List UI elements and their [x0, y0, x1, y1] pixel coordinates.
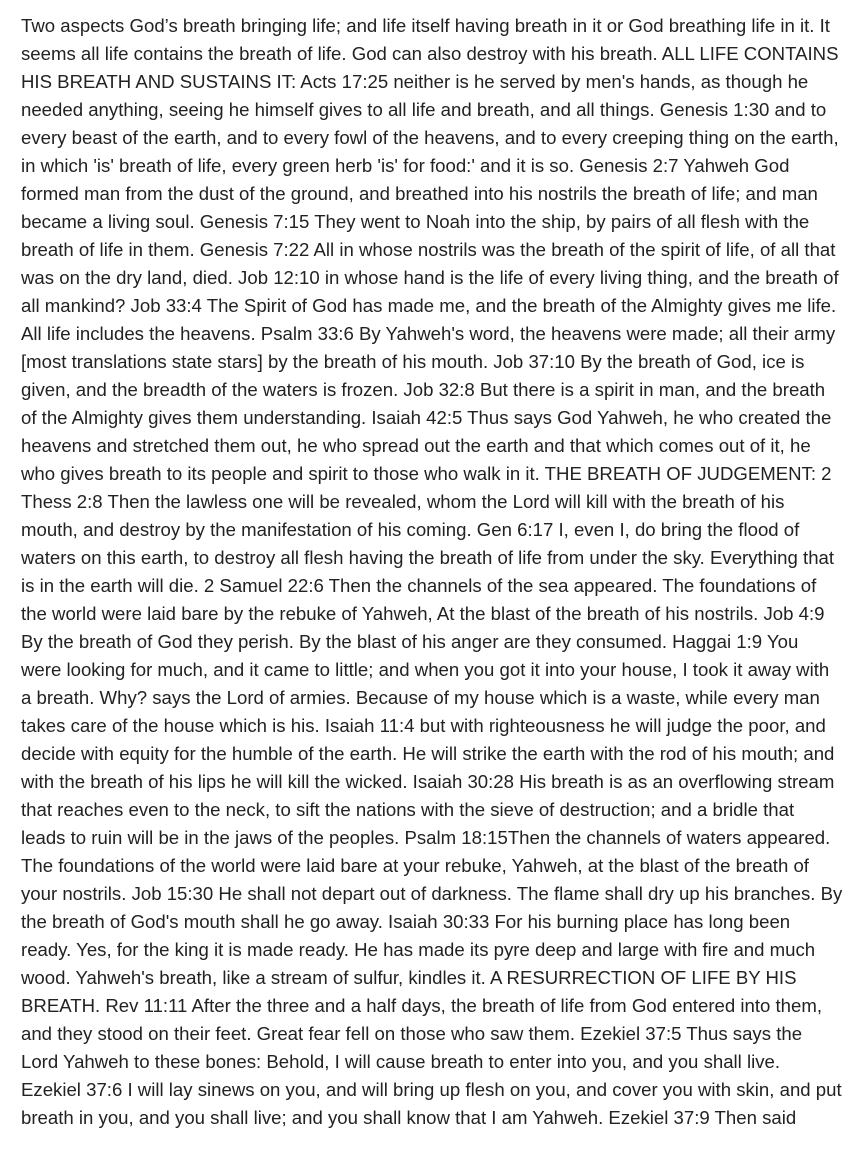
document-body-text: Two aspects God’s breath bringing life; and life itself having breath in it or God breathing life in it. It seems all life contains the breath of life. God can also destroy with his breath. ALL LIFE CONTAINS HIS BREATH AND SUSTAINS IT: Acts 17:25 neither is he served by men's hands, as though he needed anything, seeing he himself gives to all life and breath, and all things. Genesis 1:30 and to every beast of the earth, and to every fowl of the heavens, and to every creeping thing on the earth, in which 'is' breath of life, every green herb 'is' for food:' and it is so. Genesis 2:7 Yahweh God formed man from the dust of the ground, and breathed into his nostrils the breath of life; and man became a living soul. Genesis 7:15 They went to Noah into the ship, by pairs of all flesh with the breath of life in them. Genesis 7:22 All in whose nostrils was the breath of the spirit of life, of all that was on the dry land, died. Job 12:10 in whose hand is the life of every living thing, and the breath of all mankind? Job 33:4 The Spirit of God has made me, and the breath of the Almighty gives me life. All life includes the heavens. Psalm 33:6 By Yahweh's word, the heavens were made; all their army [most translations state stars] by the breath of his mouth. Job 37:10 By the breath of God, ice is given, and the breadth of the waters is frozen. Job 32:8 But there is a spirit in man, and the breath of the Almighty gives them understanding. Isaiah 42:5 Thus says God Yahweh, he who created the heavens and stretched them out, he who spread out the earth and that which comes out of it, he who gives breath to its people and spirit to those who walk in it. THE BREATH OF JUDGEMENT: 2 Thess 2:8 Then the lawless one will be revealed, whom the Lord will kill with the breath of his mouth, and destroy by the manifestation of his coming. Gen 6:17 I, even I, do bring the flood of waters on this earth, to destroy all flesh having the breath of life from under the sky. Everything that is in the earth will die. 2 Samuel 22:6 Then the channels of the sea appeared. The foundations of the world were laid bare by the rebuke of Yahweh, At the blast of the breath of his nostrils. Job 4:9 By the breath of God they perish. By the blast of his anger are they consumed. Haggai 1:9 You were looking for much, and it came to little; and when you got it into your house, I took it away with a breath. Why? says the Lord of armies. Because of my house which is a waste, while every man takes care of the house which is his. Isaiah 11:4 but with righteousness he will judge the poor, and decide with equity for the humble of the earth. He will strike the earth with the rod of his mouth; and with the breath of his lips he will kill the wicked. Isaiah 30:28 His breath is as an overflowing stream that reaches even to the neck, to sift the nations with the sieve of destruction; and a bridle that leads to ruin will be in the jaws of the peoples. Psalm 18:15Then the channels of waters appeared. The foundations of the world were laid bare at your rebuke, Yahweh, at the blast of the breath of your nostrils. Job 15:30 He shall not depart out of darkness. The flame shall dry up his branches. By the breath of God's mouth shall he go away. Isaiah 30:33 For his burning place has long been ready. Yes, for the king it is made ready. He has made its pyre deep and large with fire and much wood. Yahweh's breath, like a stream of sulfur, kindles it. A RESURRECTION OF LIFE BY HIS BREATH. Rev 11:11 After the three and a half days, the breath of life from God entered into them, and they stood on their feet. Great fear fell on those who saw them. Ezekiel 37:5 Thus says the Lord Yahweh to these bones: Behold, I will cause breath to enter into you, and you shall live. Ezekiel 37:6 I will lay sinews on you, and will bring up flesh on you, and cover you with skin, and put breath in you, and you shall live; and you shall know that I am Yahweh. Ezekiel 37:9 Then said — [21, 15, 843, 1128]
document-page — [21, 12, 843, 1166]
